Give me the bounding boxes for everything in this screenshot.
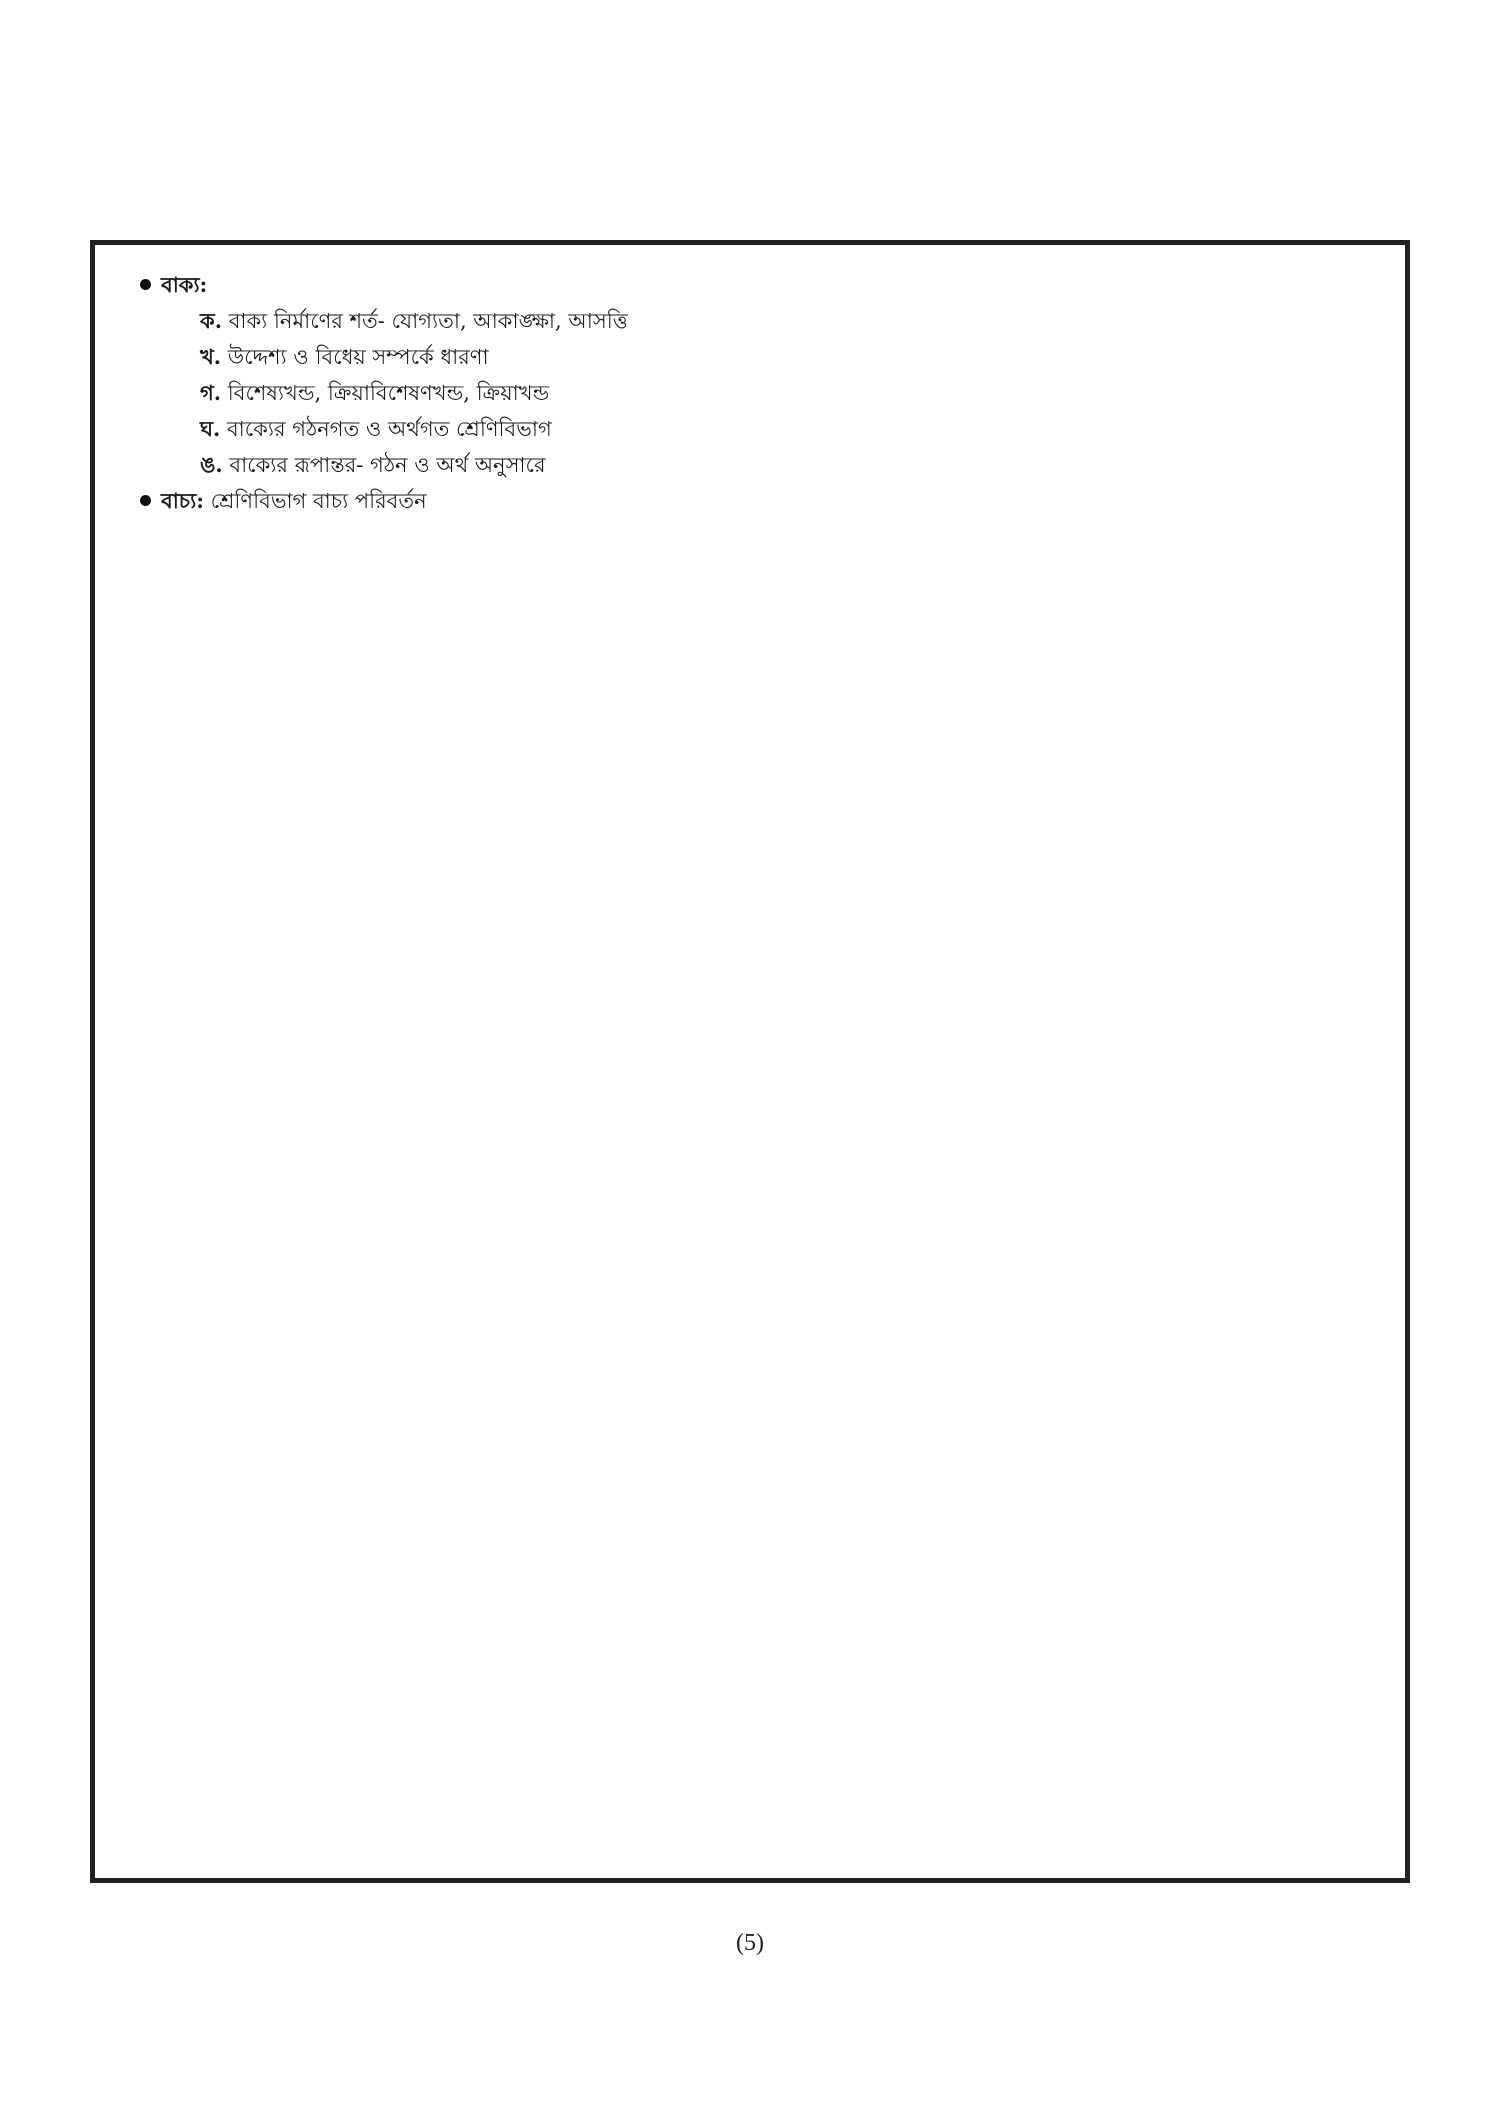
list-item [140, 339, 1365, 375]
section-heading: বাক্য: [161, 272, 208, 297]
section-vachya [140, 483, 1365, 519]
item-marker: ঙ. [200, 452, 223, 477]
item-text: বাক্য নির্মাণের শর্ত- যোগ্যতা, আকাঙ্ক্ষা, আসত্তি [222, 309, 628, 333]
list-item [140, 375, 1365, 411]
item-text: বিশেষ্যখন্ড, ক্রিয়াবিশেষণখন্ড, ক্রিয়াখন্ড [221, 381, 550, 405]
content-frame [90, 240, 1410, 1883]
item-text: বাক্যের গঠনগত ও অর্থগত শ্রেণিবিভাগ [220, 417, 552, 441]
item-text: উদ্দেশ্য ও বিধেয় সম্পর্কে ধারণা [221, 345, 489, 369]
list-item [140, 411, 1365, 447]
section-text: শ্রেণিবিভাগ বাচ্য পরিবর্তন [203, 489, 427, 513]
page-number: (5) [736, 1930, 764, 1956]
bullet-icon [140, 495, 151, 506]
item-marker: খ. [200, 344, 222, 369]
list-item [140, 303, 1365, 339]
section-vakya-heading [140, 267, 1365, 303]
item-marker: ঘ. [200, 416, 221, 441]
section-heading: বাচ্য: [161, 488, 204, 513]
bullet-icon [140, 279, 151, 290]
item-marker: গ. [200, 380, 222, 405]
item-text: বাক্যের রূপান্তর- গঠন ও অর্থ অনুসারে [222, 453, 546, 477]
syllabus-content [140, 267, 1365, 519]
item-marker: ক. [200, 308, 223, 333]
list-item [140, 447, 1365, 483]
